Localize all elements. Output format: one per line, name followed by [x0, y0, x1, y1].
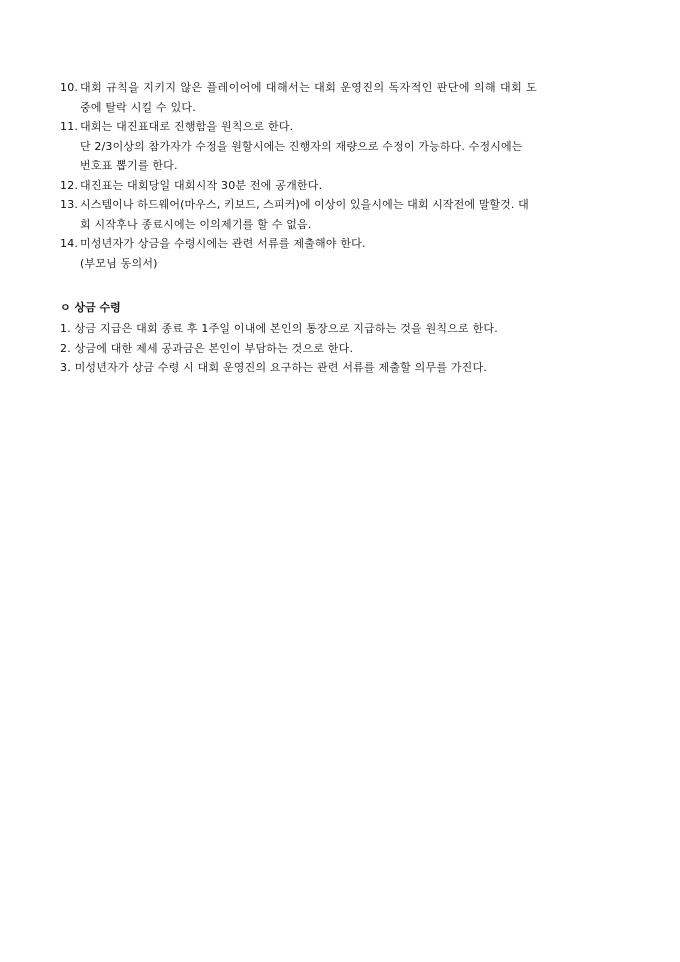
rule-number: 14. [60, 237, 79, 250]
rule-line: 대회는 대진표대로 진행함을 원칙으로 한다. [80, 120, 294, 133]
rule-text [80, 117, 625, 176]
rule-line: 중에 탈락 시킬 수 있다. [80, 100, 196, 114]
rule-item-14 [60, 234, 625, 273]
rule-number: 13. [60, 198, 79, 211]
rules-list [60, 78, 625, 273]
rule-text [80, 78, 625, 117]
prize-item: 1. 상금 지급은 대회 종료 후 1주일 이내에 본인의 통장으로 지급하는 것을 원칙으로 한다. [60, 322, 498, 335]
rule-item-13 [60, 195, 625, 234]
rule-line: 단 2/3이상의 참가자가 수정을 원할시에는 진행자의 재량으로 수정이 가능하다. 수정시에는 [80, 139, 523, 153]
rule-text [80, 176, 625, 196]
rule-text [80, 234, 625, 273]
prize-item: 2. 상금에 대한 제세 공과금은 본인이 부담하는 것으로 한다. [60, 341, 354, 355]
section-heading: ㅇ 상금 수령 [60, 301, 121, 314]
rule-number: 11. [60, 120, 79, 133]
rule-number: 12. [60, 178, 79, 192]
rule-line: 대회 규칙을 지키지 않은 플레이어에 대해서는 대회 운영진의 독자적인 판단에 의해 대회 도 [80, 81, 538, 94]
rule-line: 시스템이나 하드웨어(마우스, 키보드, 스피커)에 이상이 있을시에는 대회 시작전에 말할것. 대 [80, 198, 529, 211]
rule-line: 대진표는 대회당일 대회시작 30분 전에 공개한다. [80, 178, 323, 192]
rule-item-11 [60, 117, 625, 176]
rule-item-10 [60, 78, 625, 117]
rule-number: 10. [60, 81, 79, 94]
rule-line: 번호표 뽑기를 한다. [80, 159, 178, 172]
rule-item-12 [60, 176, 625, 196]
rule-text [80, 195, 625, 234]
prize-section [60, 298, 625, 378]
rule-line: (부모님 동의서) [80, 256, 158, 270]
rule-line: 미성년자가 상금을 수령시에는 관련 서류를 제출해야 한다. [80, 237, 366, 250]
rule-line: 회 시작후나 종료시에는 이의제기를 할 수 없음. [80, 217, 312, 231]
prize-item: 3. 미성년자가 상금 수령 시 대회 운영진의 요구하는 관련 서류를 제출할 의무를 가진다. [60, 361, 488, 374]
